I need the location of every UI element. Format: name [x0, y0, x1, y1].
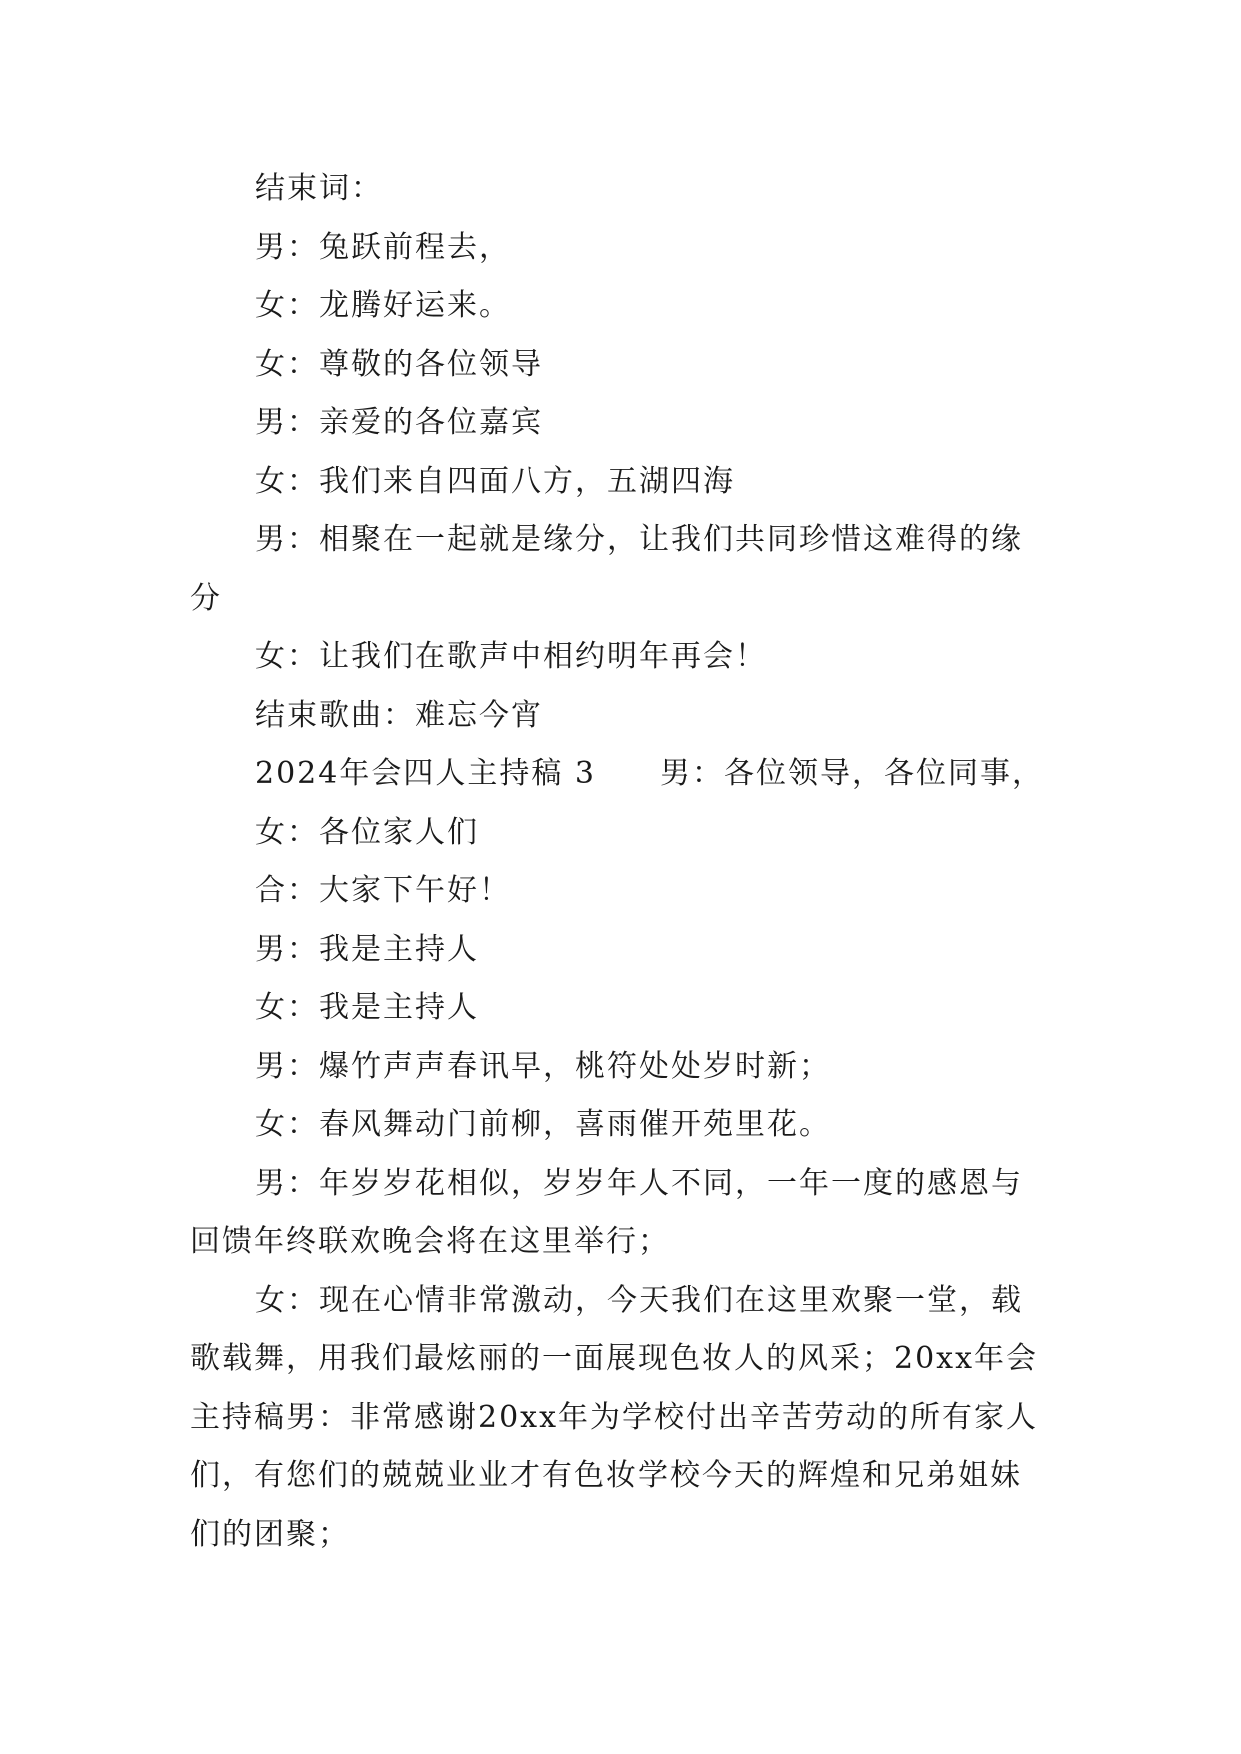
paragraph: 女：龙腾好运来。 [255, 288, 511, 323]
paragraph: 男：爆竹声声春讯早，桃符处处岁时新； [255, 1048, 831, 1084]
paragraph: 女：我们来自四面八方，五湖四海 [255, 463, 735, 499]
paragraph: 男：我是主持人 [255, 931, 479, 967]
paragraph: 女：让我们在歌声中相约明年再会！ [255, 639, 767, 674]
paragraph: 男：兔跃前程去， [255, 229, 511, 265]
document-body [190, 160, 1052, 1564]
paragraph: 合：大家下午好！ [255, 873, 511, 908]
paragraph: 女：春风舞动门前柳，喜雨催开苑里花。 [255, 1107, 831, 1142]
paragraph: 女：现在心情非常激动，今天我们在这里欢聚一堂，载歌载舞，用我们最炫丽的一面展现色妆人的风采；20xx年会主持稿男：非常感谢20xx年为学校付出辛苦劳动的所有家人们，有您们的兢兢业业才有色妆学校今天的辉煌和兄弟姐妹们的团聚； [190, 1282, 1039, 1552]
paragraph: 女：我是主持人 [255, 990, 479, 1025]
paragraph-closing-song: 结束歌曲：难忘今宵 [255, 697, 543, 733]
paragraph: 女：各位家人们 [255, 814, 479, 850]
paragraph-section-heading: 2024年会四人主持稿 3 男：各位领导，各位同事， [255, 756, 1044, 791]
paragraph-closing-title: 结束词： [255, 171, 383, 206]
paragraph: 男：年岁岁花相似，岁岁年人不同，一年一度的感恩与回馈年终联欢晚会将在这里举行； [190, 1165, 1023, 1259]
paragraph: 女：尊敬的各位领导 [255, 346, 543, 382]
paragraph: 男：相聚在一起就是缘分，让我们共同珍惜这难得的缘分 [190, 522, 1023, 616]
paragraph: 男：亲爱的各位嘉宾 [255, 405, 543, 440]
